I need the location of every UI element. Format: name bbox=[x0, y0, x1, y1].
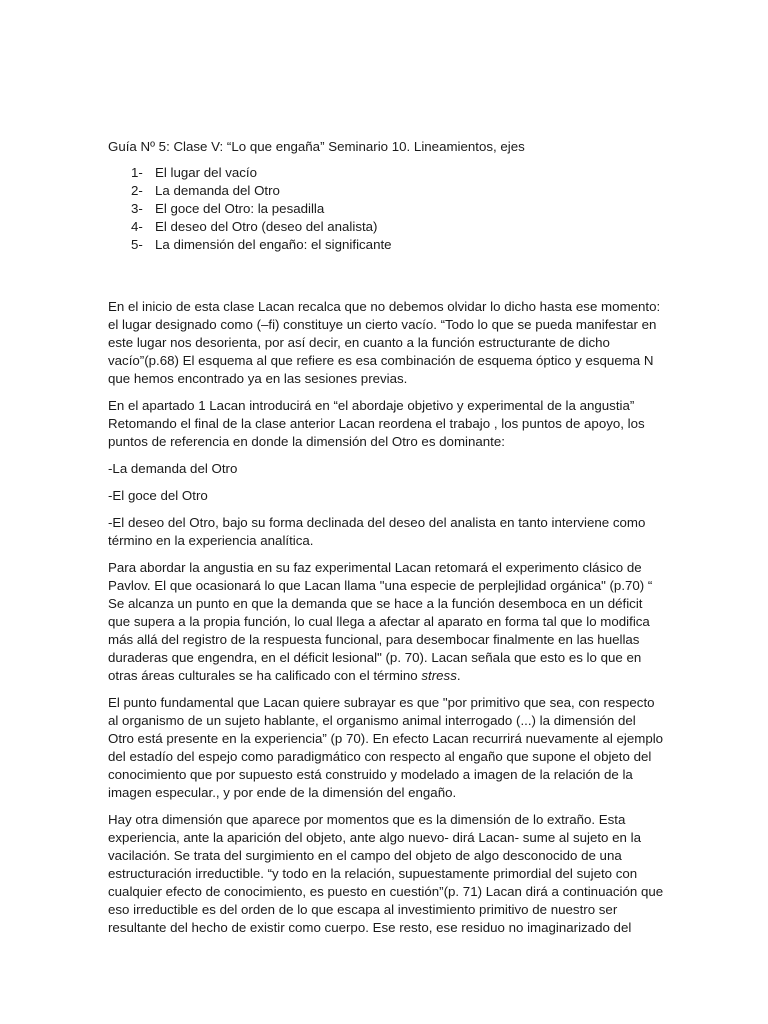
paragraph-intro: En el inicio de esta clase Lacan recalca que no debemos olvidar lo dicho hasta ese momento: el lugar designado como (–fi) constituye un cierto vacío. “Todo lo que se pueda manifestar en este lugar nos desorienta, por así decir, en cuanto a la función estructurante de dicho vacío”(p.68) El esquema al que refiere es esa combinación de esquema óptico y esquema N que hemos encontrado ya en las sesiones previas. bbox=[108, 299, 661, 386]
document-title: Guía Nº 5: Clase V: “Lo que engaña” Seminario 10. Lineamientos, ejes bbox=[108, 139, 525, 154]
topics-list bbox=[108, 164, 664, 254]
list-item-text: La demanda del Otro bbox=[155, 183, 280, 198]
list-item-number: 4- bbox=[131, 219, 143, 234]
document-page bbox=[108, 138, 664, 946]
list-item bbox=[108, 236, 664, 254]
paragraph-point-goce: -El goce del Otro bbox=[108, 488, 208, 503]
paragraph-pavlov-end: . bbox=[456, 668, 461, 683]
list-item-text: El lugar del vacío bbox=[155, 165, 257, 180]
paragraph-pavlov-text: Para abordar la angustia en su faz experimental Lacan retomará el experimento clásico de Pavlov. El que ocasionará lo que Lacan llama "una especie de perplejlidad orgánica" (p.70) “ Se alcanza un punto en que la demanda que se hace a la función desemboca en un déficit que supera a la propia función, lo cual llega a afectar al aparato en forma tal que lo modifica más allá del registro de la respuesta funcional, para desembocar finalmente en las huellas duraderas que engendra, en el déficit lesional" (p. 70). Lacan señala que esto es lo que en otras áreas culturales se ha calificado con el término bbox=[108, 560, 653, 683]
paragraph-strange-dimension: Hay otra dimensión que aparece por momentos que es la dimensión de lo extraño. Esta experiencia, ante la aparición del objeto, ante algo nuevo- dirá Lacan- sume al sujeto en la vacilación. Se trata del surgimiento en el campo del objeto de algo desconocido de una estructuración irreductible. “y todo en la relación, supuestamente primordial del sujeto con cualquier efecto de conocimiento, es puesto en cuestión”(p. 71) Lacan dirá a continuación que eso irreductible es del orden de lo que escapa al investimiento primitivo de nuestro ser resultante del hecho de existir como cuerpo. Ese resto, ese residuo no imaginarizado del bbox=[108, 812, 664, 935]
list-item bbox=[108, 164, 664, 182]
list-item bbox=[108, 182, 664, 200]
list-item bbox=[108, 200, 664, 218]
paragraph-section-1: En el apartado 1 Lacan introducirá en “el abordaje objetivo y experimental de la angustia” Retomando el final de la clase anterior Lacan reordena el trabajo , los puntos de apoyo, los puntos de referencia en donde la dimensión del Otro es dominante: bbox=[108, 398, 645, 449]
paragraph-pavlov bbox=[108, 559, 664, 685]
paragraph-point-demand: -La demanda del Otro bbox=[108, 461, 238, 476]
list-item-number: 3- bbox=[131, 201, 143, 216]
list-item-text: El deseo del Otro (deseo del analista) bbox=[155, 219, 378, 234]
list-item-number: 5- bbox=[131, 237, 143, 252]
paragraph-point-desire: -El deseo del Otro, bajo su forma declinada del deseo del analista en tanto interviene como término en la experiencia analítica. bbox=[108, 515, 646, 548]
emphasis-stress: stress bbox=[421, 668, 457, 683]
list-item-number: 2- bbox=[131, 183, 143, 198]
list-item-number: 1- bbox=[131, 165, 143, 180]
paragraph-fundamental-point: El punto fundamental que Lacan quiere subrayar es que "por primitivo que sea, con respecto al organismo de un sujeto hablante, el organismo animal interrogado (...) la dimensión del Otro está presente en la experiencia” (p 70). En efecto Lacan recurrirá nuevamente al ejemplo del estadío del espejo como paradigmático con respecto al engaño que supone el objeto del conocimiento que por supuesto está construido y modelado a imagen de la relación de la imagen especular., y por ende de la dimensión del engaño. bbox=[108, 695, 664, 800]
list-item bbox=[108, 218, 664, 236]
list-item-text: El goce del Otro: la pesadilla bbox=[155, 201, 325, 216]
list-item-text: La dimensión del engaño: el significante bbox=[155, 237, 392, 252]
